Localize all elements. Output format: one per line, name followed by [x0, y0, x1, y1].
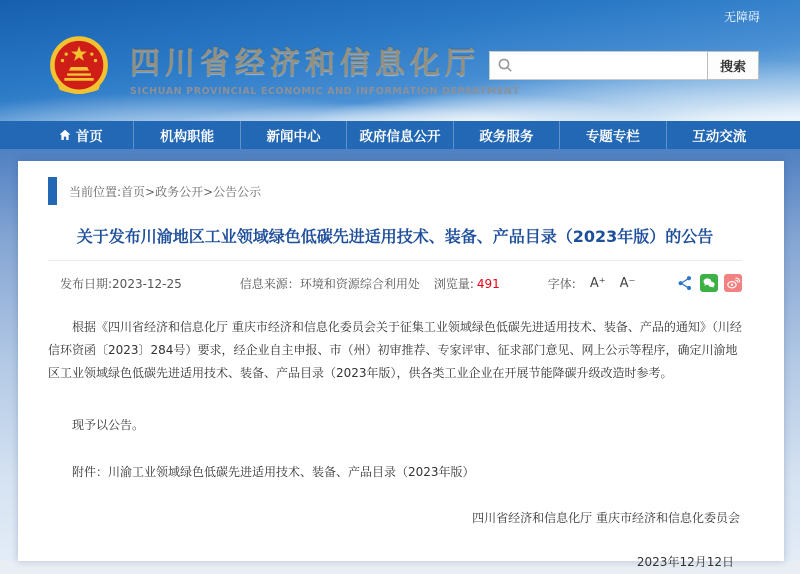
nav-item-interaction[interactable]: [666, 121, 772, 149]
nav-item-home[interactable]: [28, 121, 133, 149]
main-nav: [0, 121, 800, 149]
site-subtitle: SICHUAN PROVINCIAL ECONOMIC AND INFORMATION DEPARTMENT: [130, 85, 520, 97]
home-icon: [59, 129, 71, 141]
breadcrumb: [48, 177, 742, 205]
content-card: [18, 161, 784, 569]
nav-item-gov-info[interactable]: [346, 121, 452, 149]
nav-item-label: 政府信息公开: [359, 129, 441, 145]
publish-date-footer: 2023年12月12日: [636, 555, 734, 569]
font-increase-button[interactable]: A⁺: [589, 275, 606, 291]
info-source-value: 环境和资源综合利用处: [299, 276, 420, 291]
national-emblem-logo: [46, 34, 112, 100]
article-title: 关于发布川渝地区工业领域绿色低碳先进适用技术、装备、产品目录（2023年版）的公告: [76, 227, 714, 246]
attachment-line: 附件：川渝工业领域绿色低碳先进适用技术、装备、产品目录（2023年版）: [72, 465, 475, 479]
share-icon[interactable]: [676, 274, 694, 292]
info-source: [240, 275, 420, 292]
nav-item-label: 互动交流: [692, 129, 747, 145]
site-brand: [46, 34, 520, 100]
nav-item-functions[interactable]: [133, 121, 239, 149]
view-count: [434, 275, 500, 292]
share-buttons: [676, 274, 742, 292]
nav-item-news[interactable]: [240, 121, 346, 149]
search-icon: [497, 57, 513, 73]
publish-date: 发布日期:2023-12-25: [60, 276, 182, 291]
site-header: [0, 0, 800, 121]
nav-item-label: 政务服务: [479, 129, 534, 145]
signature: 四川省经济和信息化厅 重庆市经济和信息化委员会: [472, 511, 740, 525]
article-meta: [48, 260, 742, 296]
nav-item-services[interactable]: [453, 121, 559, 149]
nav-item-label: 首页: [75, 129, 103, 145]
nav-item-label: 新闻中心: [266, 129, 321, 145]
breadcrumb-path[interactable]: 首页>政务公开>公告公示: [121, 184, 262, 199]
view-count-label: 浏览量:: [433, 276, 474, 291]
search-input[interactable]: [489, 51, 707, 80]
nav-item-topics[interactable]: [559, 121, 665, 149]
breadcrumb-marker: [48, 177, 57, 205]
site-title-group: [130, 38, 520, 97]
nav-item-label: 机构职能: [160, 129, 215, 145]
paragraph: 现予以公告。: [72, 418, 145, 432]
content-background: [0, 149, 800, 569]
wechat-icon[interactable]: [700, 274, 718, 292]
search-button[interactable]: 搜索: [707, 51, 759, 80]
font-size-label: 字体:: [547, 276, 576, 291]
weibo-icon[interactable]: [724, 274, 742, 292]
accessibility-link[interactable]: 无障碍: [723, 10, 760, 24]
info-source-label: 信息来源：: [239, 276, 300, 291]
paragraph: 根据《四川省经济和信息化厅 重庆市经济和信息化委员会关于征集工业领域绿色低碳先进适用技术、装备、产品的通知》（川经信环资函〔2023〕284号）要求，经企业自主申报、市（州）初审推荐、专家评审、征求部门意见、网上公示等程序，确定川渝地区工业领域绿色低碳先进适用技术、装备、产品目录（2023年版），供各类工业企业在开展节能降碳升级改造时参考。: [48, 320, 742, 380]
search-bar: [489, 51, 759, 80]
view-count-value: 491: [476, 276, 500, 291]
font-decrease-button[interactable]: A⁻: [619, 275, 636, 291]
breadcrumb-label: 当前位置:: [69, 184, 122, 199]
article-body: [48, 316, 742, 574]
nav-item-label: 专题专栏: [585, 129, 640, 145]
site-title: 四川省经济和信息化厅: [130, 45, 480, 81]
